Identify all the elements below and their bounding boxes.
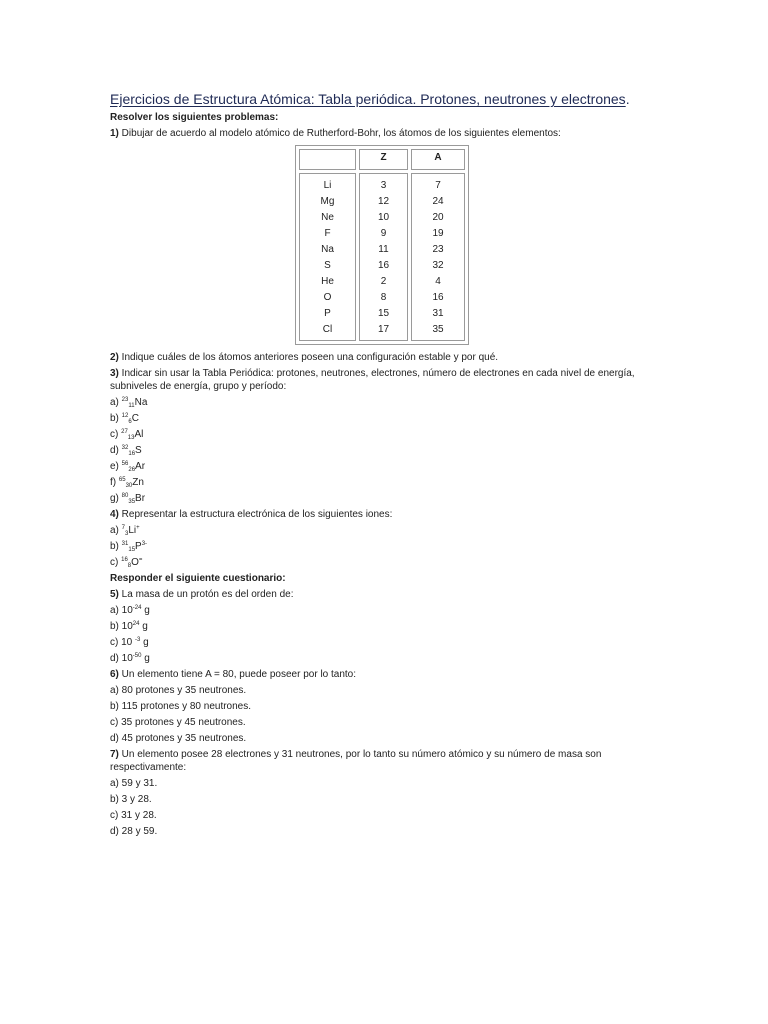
document-body xyxy=(110,110,640,840)
table-a-column xyxy=(411,173,465,341)
table-cell: Li xyxy=(323,180,332,191)
list-item xyxy=(110,459,640,475)
table-header-z: Z xyxy=(359,149,408,170)
list-item: b) 3 y 28. xyxy=(110,794,152,805)
question-7: 7) Un elemento posee 28 electrones y 31 neutrones, por lo tanto su número atómico y su número de masa son respectivamente: xyxy=(110,749,602,773)
question-4: 4) Representar la estructura electrónica de los siguientes iones: xyxy=(110,509,393,520)
atomic-number: 30 xyxy=(125,483,133,489)
list-item: a) 80 protones y 35 neutrones. xyxy=(110,685,247,696)
list-item xyxy=(110,603,640,619)
table-cell: 3 xyxy=(380,180,387,191)
table-cell: 24 xyxy=(432,196,444,207)
element-symbol: Zn xyxy=(132,477,144,488)
item-label: f) xyxy=(110,477,119,488)
table-cell: He xyxy=(321,276,334,287)
table-cell: 16 xyxy=(432,292,444,303)
element-symbol: Li xyxy=(128,525,137,536)
table-z-column xyxy=(359,173,408,341)
list-item xyxy=(110,395,640,411)
question-1: 1) Dibujar de acuerdo al modelo atómico de Rutherford-Bohr, los átomos de los siguientes elementos: xyxy=(110,128,561,139)
element-symbol: Ar xyxy=(135,461,146,472)
item-label: e) xyxy=(110,461,122,472)
table-cell: 31 xyxy=(432,308,444,319)
atomic-number: 26 xyxy=(128,467,136,473)
table-header-blank xyxy=(299,149,356,170)
element-symbol: Na xyxy=(134,397,148,408)
question-5: 5) La masa de un protón es del orden de: xyxy=(110,589,294,600)
list-item xyxy=(110,411,640,427)
item-label: g) xyxy=(110,493,122,504)
atomic-number: 6 xyxy=(128,419,132,425)
list-item xyxy=(110,475,640,491)
table-cell: 11 xyxy=(378,244,389,255)
item-label: c) xyxy=(110,429,122,440)
item-label: d) xyxy=(110,445,122,456)
mass-number: 23 xyxy=(121,397,129,403)
option-exponent: -24 xyxy=(132,605,142,611)
list-item xyxy=(110,427,640,443)
section-heading-problems: Resolver los siguientes problemas: xyxy=(110,112,279,123)
table-cell: 12 xyxy=(377,196,390,207)
list-item: d) 28 y 59. xyxy=(110,826,158,837)
table-cell: O xyxy=(323,292,332,303)
list-item xyxy=(110,523,640,539)
table-cell: 20 xyxy=(432,212,444,223)
question-3: 3) Indicar sin usar la Tabla Periódica: protones, neutrones, electrones, número de electrones en cada nivel de energía, subniveles de energía, grupo y período: xyxy=(110,368,635,392)
list-item xyxy=(110,491,640,507)
mass-number: 56 xyxy=(121,461,129,467)
question-6: 6) Un elemento tiene A = 80, puede poseer por lo tanto: xyxy=(110,669,357,680)
table-cell: 17 xyxy=(377,324,390,335)
option-label: c) 10 xyxy=(110,637,136,648)
list-item: d) 45 protones y 35 neutrones. xyxy=(110,733,247,744)
mass-number: 65 xyxy=(118,477,126,483)
table-cell: 23 xyxy=(432,244,444,255)
table-cell: F xyxy=(324,228,331,239)
item-label: a) xyxy=(110,397,122,408)
atomic-number: 35 xyxy=(128,499,136,505)
list-item xyxy=(110,443,640,459)
list-item: c) 31 y 28. xyxy=(110,810,157,821)
list-item: a) 59 y 31. xyxy=(110,778,158,789)
item-label: c) xyxy=(110,557,122,568)
item-label: b) xyxy=(110,413,122,424)
table-cell: Cl xyxy=(322,324,333,335)
element-symbol: S xyxy=(135,445,142,456)
option-unit: g xyxy=(139,621,148,632)
mass-number: 12 xyxy=(121,413,129,419)
table-cell: 7 xyxy=(435,180,441,191)
ion-charge: 3- xyxy=(141,541,148,547)
list-item xyxy=(110,635,640,651)
table-cell: 15 xyxy=(377,308,390,319)
table-cell: 19 xyxy=(432,228,444,239)
table-cell: 4 xyxy=(435,276,441,287)
mass-number: 31 xyxy=(121,541,129,547)
list-item xyxy=(110,539,640,555)
title-period: . xyxy=(625,91,630,107)
option-unit: g xyxy=(141,605,150,616)
table-cell: 35 xyxy=(432,324,444,335)
option-unit: g xyxy=(141,653,150,664)
table-cell: 10 xyxy=(377,212,390,223)
elements-table-container xyxy=(295,145,471,345)
question-2: 2) Indique cuáles de los átomos anteriores poseen una configuración estable y por qué. xyxy=(110,352,499,363)
section-heading-questionnaire: Responder el siguiente cuestionario: xyxy=(110,573,286,584)
mass-number: 80 xyxy=(121,493,129,499)
element-symbol: Al xyxy=(134,429,144,440)
mass-number: 27 xyxy=(121,429,128,435)
option-exponent: -3 xyxy=(135,637,141,643)
element-symbol: P xyxy=(135,541,142,552)
table-header-a: A xyxy=(411,149,465,170)
option-exponent: -50 xyxy=(132,653,142,659)
atomic-number: 11 xyxy=(128,403,135,409)
atomic-number: 8 xyxy=(127,563,132,569)
question-7-options xyxy=(110,776,640,840)
table-cell: 9 xyxy=(380,228,387,239)
table-cell: 2 xyxy=(380,276,387,287)
list-item xyxy=(110,555,640,571)
question-5-options xyxy=(110,603,640,667)
mass-number: 32 xyxy=(121,445,129,451)
table-cell: Mg xyxy=(320,196,335,207)
table-body-row xyxy=(299,173,465,341)
ion-charge: = xyxy=(138,557,143,563)
elements-table xyxy=(295,145,469,345)
question-4-items xyxy=(110,523,640,571)
table-header-row xyxy=(299,149,465,170)
table-cell: Ne xyxy=(321,212,334,223)
list-item xyxy=(110,651,640,667)
table-symbol-column xyxy=(299,173,356,341)
table-cell: S xyxy=(324,260,331,271)
mass-number: 16 xyxy=(121,557,128,563)
atomic-number: 15 xyxy=(128,547,136,553)
item-label: b) xyxy=(110,541,122,552)
atomic-number: 13 xyxy=(127,435,135,441)
item-label: a) xyxy=(110,525,122,536)
document-title xyxy=(110,91,630,107)
list-item: b) 115 protones y 80 neutrones. xyxy=(110,701,252,712)
option-label: a) 10 xyxy=(110,605,133,616)
table-cell: 32 xyxy=(432,260,444,271)
table-cell: 8 xyxy=(380,292,387,303)
question-6-options xyxy=(110,683,640,747)
option-unit: g xyxy=(140,637,149,648)
atomic-number: 3 xyxy=(125,531,129,537)
table-cell: P xyxy=(324,308,331,319)
option-exponent: 24 xyxy=(132,621,140,627)
ion-charge: + xyxy=(136,525,140,531)
title-text: Ejercicios de Estructura Atómica: Tabla periódica. Protones, neutrones y electrones xyxy=(110,91,626,107)
option-label: d) 10 xyxy=(110,653,133,664)
mass-number: 7 xyxy=(121,525,126,531)
table-cell: 16 xyxy=(377,260,390,271)
table-cell: Na xyxy=(321,244,334,255)
list-item: c) 35 protones y 45 neutrones. xyxy=(110,717,246,728)
option-label: b) 10 xyxy=(110,621,133,632)
element-symbol: C xyxy=(131,413,139,424)
question-3-items xyxy=(110,395,640,507)
list-item xyxy=(110,619,640,635)
element-symbol: O xyxy=(131,557,139,568)
element-symbol: Br xyxy=(135,493,146,504)
atomic-number: 16 xyxy=(128,451,136,457)
